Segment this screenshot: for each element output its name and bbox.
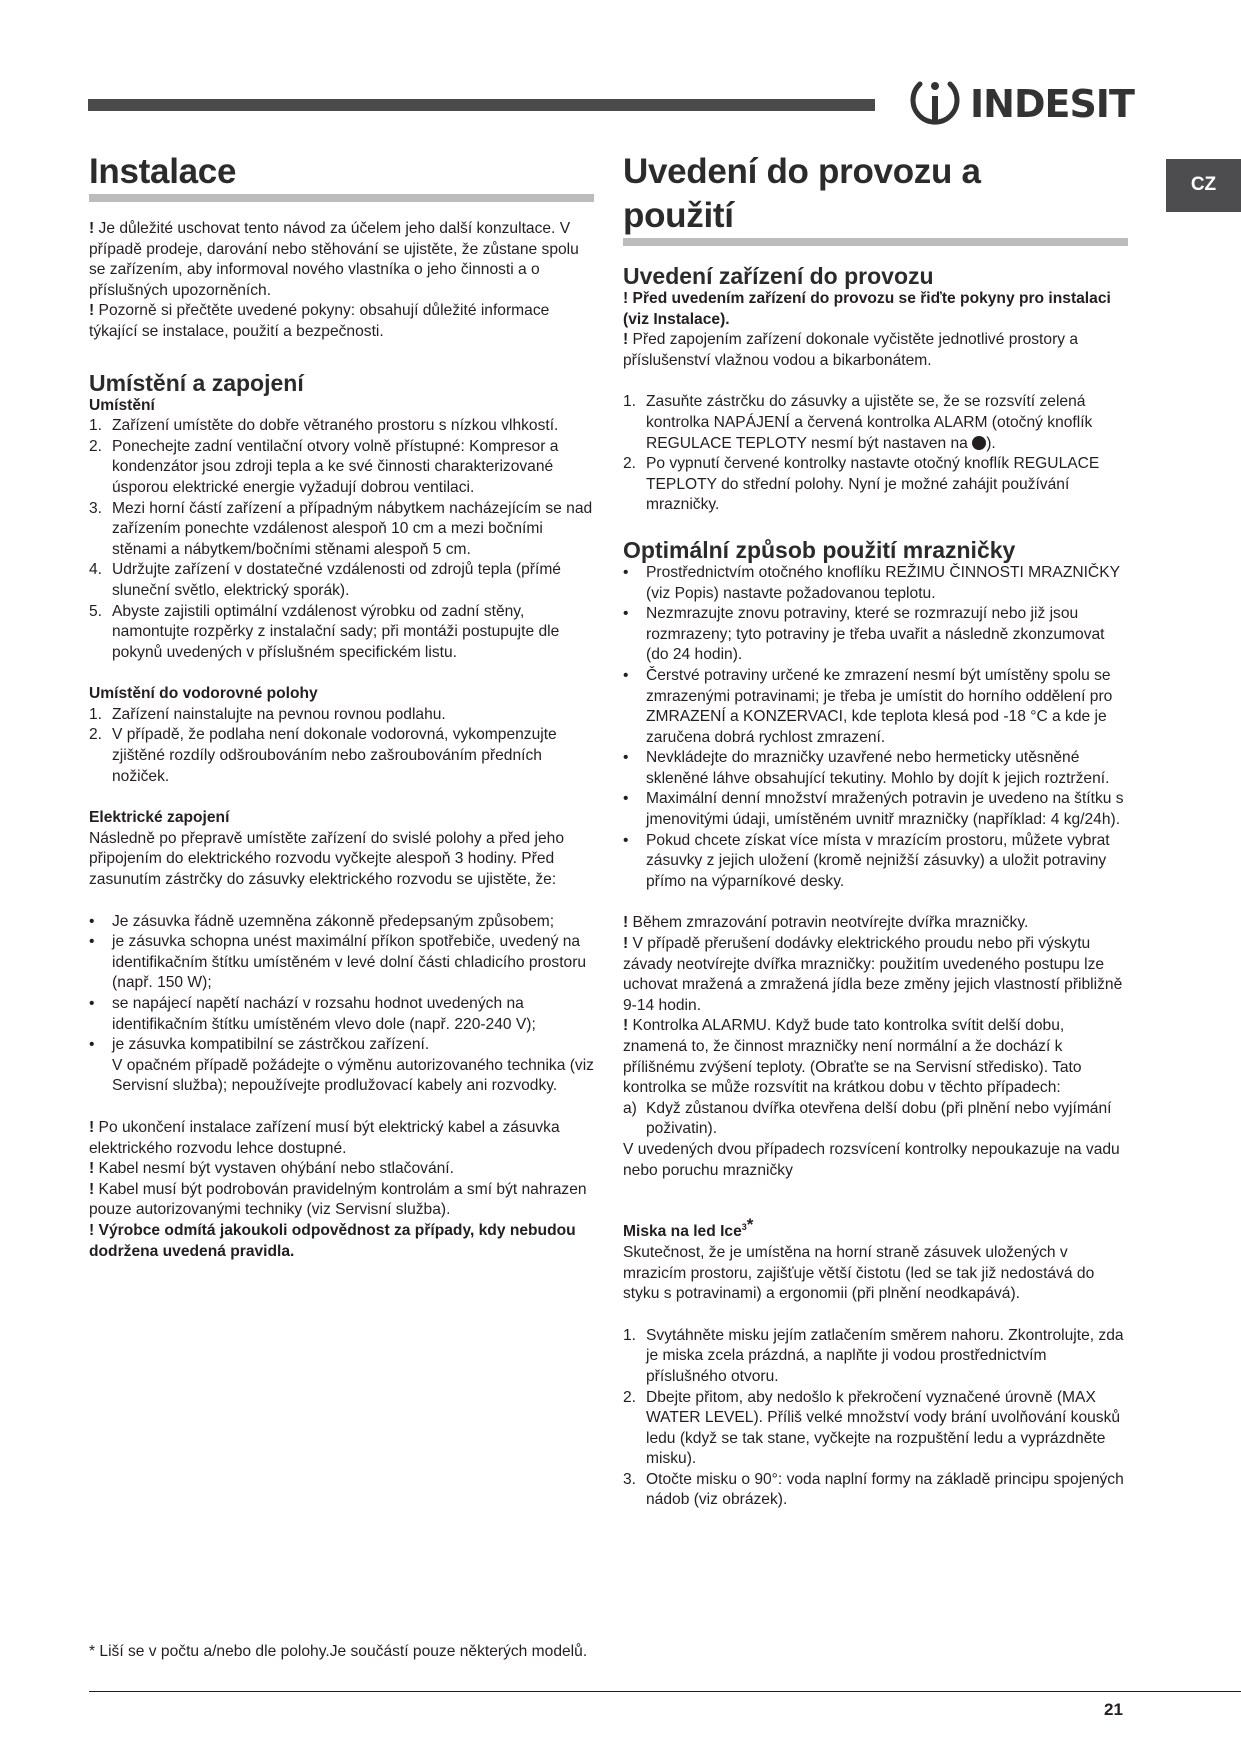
list-item: 3. Mezi horní částí zařízení a případným nábytkem nacházejícím se nad zařízením ponechte vzdálenost alespoň 10 cm a mezi bočními stěnami a nábytkem/bočními stěnami alespoň 5 cm. [89,499,593,558]
list-item: 2. Ponechejte zadní ventilační otvory volně přístupné: Kompresor a kondenzátor jsou zdroji tepla a ke své činnosti charakterizované úsporou elektrické energie vyžadují dobrou ventilaci. [89,437,559,496]
title-underline [623,238,1128,246]
list-item: • Nezmrazujte znovu potraviny, které se rozmrazují nebo již jsou rozmrazeny; tyto potraviny je třeba uvařit a následně zkonzumovat (do 24 hodin). [623,605,1105,664]
list-item: 2. V případě, že podlaha není dokonale vodorovná, vykompenzujte zjištěné rozdíly odšroubováním nebo zašroubováním předních nožiček. [89,726,557,785]
brand-name: INDESIT [970,82,1134,126]
optimal-use-list [623,563,1128,893]
electrical-subheading: Elektrické zapojení [89,809,230,827]
list-item: 2. Po vypnutí červené kontrolky nastavte otočný knoflík REGULACE TEPLOTY do střední polohy. Nyní je možné zahájit používání mrazničky. [623,455,1100,514]
intro-paragraph-1: ! Je důležité uschovat tento návod za účelem jeho další konzultace. V případě prodeje, darování nebo stěhování se ujistěte, že zůstane spolu se zařízením, aby informoval nového vlastníka o jeho činnosti a o příslušných upozorněních. [89,220,579,299]
freezer-notes [623,913,1128,1181]
intro-paragraph-2: ! Pozorně si přečtěte uvedené pokyny: obsahují důležité informace týkající se instalace, použití a bezpečnosti. [89,302,550,340]
title-underline [89,194,594,202]
ice-tray-subheading: Miska na led Ice$^{3*}$ [623,1215,754,1241]
list-item: a) Když zůstanou dvířka otevřena delší dobu (při plnění nebo vyjímání poživatin). [623,1099,1112,1138]
off-position-icon [972,436,986,450]
optimal-use-heading: Optimální způsob použití mrazničky [623,536,1016,563]
list-item: 1. Svytáhněte misku jejím zatlačením směrem nahoru. Zkontrolujte, zda je miska zcela prázdná, a naplňte ji vodou prostřednictvím příslušného otvoru. [623,1326,1124,1385]
placement-list [89,416,594,663]
header-bar [88,99,875,111]
list-item: 1. Zařízení nainstalujte na pevnou rovnou podlahu. [89,705,446,723]
electrical-checklist [89,912,594,1097]
note-text: ! V případě přerušení dodávky elektrického proudu nebo při výskytu závady neotvírejte dvířka mrazničky: použitím uvedeného postupu lze uchovat mražená a zmražená jídla beze změny jejich vlastností přibližně 9-14 hodin. [623,935,1123,1014]
warning-text: ! Kabel nesmí být vystaven ohýbání nebo stlačování. [89,1160,454,1178]
list-item: 5. Abyste zajistili optimální vzdálenost výrobku od zadní stěny, namontujte rozpěrky z instalační sady; při montáži postupujte dle pokynů uvedených v příslušném specifickém listu. [89,602,560,661]
ice-tray-paragraph: Skutečnost, že je umístěna na horní straně zásuvek uložených v mrazicím prostoru, zajišťuje větší čistotu (led se tak již nedostává do styku s potravinami) a ergonomii (při plnění neodkapává). [623,1243,1095,1303]
note-text: ! Během zmrazování potravin neotvírejte dvířka mrazničky. [623,914,1029,932]
indesit-logo [904,72,1134,134]
liability-warning: ! Výrobce odmítá jakoukoli odpovědnost za případy, kdy nebudou dodržena uvedená pravidla. [89,1221,576,1260]
cable-warnings [89,1118,594,1262]
power-logo-icon [904,72,966,134]
startup-warning-2: ! Před zapojením zařízení dokonale vyčistěte jednotlivé prostory a příslušenství vlažnou vodou a bikarbonátem. [623,331,1079,369]
list-item: • Nevkládejte do mrazničky uzavřené nebo hermeticky utěsněné skleněné láhve obsahující tekutiny. Mohlo by dojít k jejich roztržení. [623,749,1110,787]
startup-warning-1: ! Před uvedením zařízení do provozu se řiďte pokyny pro instalaci (viz Instalace). [623,290,1111,328]
ice-tray-steps [623,1326,1128,1511]
list-item: • je zásuvka kompatibilní se zástrčkou zařízení. V opačném případě požádejte o výměnu autorizovaného technika (viz Servisní služba); nepoužívejte prodlužovací kabely ani rozvodky. [89,1036,594,1095]
list-item: 2. Dbejte přitom, aby nedošlo k překročení vyznačené úrovně (MAX WATER LEVEL). Příliš velké množství vody brání uvolňování kousků ledu (když se tak stane, vyčkejte na rozpuštění ledu a vyprázdněte misku). [623,1388,1121,1468]
list-item: • Maximální denní množství mražených potravin je uvedeno na štítku s jmenovitými údaji, umístěném uvnitř mrazničky (například: 4 kg/24h). [623,790,1124,829]
leveling-subheading: Umístění do vodorovné polohy [89,685,318,703]
leveling-list [89,705,594,787]
language-tab: CZ [1166,159,1241,212]
warning-text: ! Po ukončení instalace zařízení musí být elektrický kabel a zásuvka elektrického rozvodu lehce dostupné. [89,1118,560,1157]
installation-column [89,150,594,1262]
list-item: • Pokud chcete získat více místa v mrazícím prostoru, můžete vybrat zásuvky z jejich uložení (kromě nejnižší zásuvky) a uložit potraviny přímo na výparníkové desky. [623,831,1110,890]
list-item: 1. Zasuňte zástrčku do zásuvky a ujistěte se, že se rozsvítí zelená kontrolka NAPÁJENÍ a červená kontrolka ALARM (otočný knoflík REGULACE TEPLOTY nesmí být nastaven na ). [623,393,1093,452]
list-item: • Čerstvé potraviny určené ke zmrazení nesmí být umístěny spolu se zmrazenými potravinami; je třeba je umístit do horního oddělení pro ZMRAZENÍ a KONZERVACI, kde teplota klesá pod -18 °C a kde je zaručena dobrá rychlost zmrazení. [623,666,1113,746]
footer-rule [89,1691,1241,1692]
operation-column [623,150,1128,1511]
electrical-paragraph: Následně po přepravě umístěte zařízení do svislé polohy a před jeho připojením do elektrického rozvodu vyčkejte alespoň 3 hodiny. Před zasunutím zástrčky do zásuvky elektrického rozvodu se ujistěte, že: [89,829,565,889]
list-item: • Je zásuvka řádně uzemněna zákonně předepsaným způsobem; [89,912,555,930]
intro-block [89,219,594,343]
installation-title: Instalace [89,152,237,191]
note-text: V uvedených dvou případech rozsvícení kontrolky nepoukazuje na vadu nebo poruchu mrazničky [623,1140,1120,1179]
placement-connection-heading: Umístění a zapojení [89,369,304,396]
list-item: • Prostřednictvím otočného knoflíku REŽIMU ČINNOSTI MRAZNIČKY (viz Popis) nastavte požadovanou teplotu. [623,563,1120,602]
footnote: * Liší se v počtu a/nebo dle polohy.Je součástí pouze některých modelů. [89,1643,588,1660]
warning-text: ! Kabel musí být podrobován pravidelným kontrolám a smí být nahrazen pouze autorizovanými techniky (viz Servisní služba). [89,1180,587,1219]
startup-steps [623,392,1128,516]
list-item: 4. Udržujte zařízení v dostatečné vzdálenosti od zdrojů tepla (přímé sluneční světlo, elektrický sporák). [89,561,561,599]
note-text: ! Kontrolka ALARMU. Když bude tato kontrolka svítit delší dobu, znamená to, že činnost mrazničky není normální a že dochází k přílišnému zvýšení teploty. (Obraťte se na Servisní středisko). Tato kontrolka se může rozsvítit na krátkou dobu v těchto případech: [623,1017,1082,1097]
list-item: 3. Otočte misku o 90°: voda naplní formy na základě principu spojených nádob (viz obrázek). [623,1470,1124,1509]
startup-heading: Uvedení zařízení do provozu [623,263,934,289]
list-item: 1. Zařízení umístěte do dobře větraného prostoru s nízkou vlhkostí. [89,417,559,435]
list-item: • se napájecí napětí nachází v rozsahu hodnot uvedených na identifikačním štítku umístěném vlevo dole (např. 220-240 V); [89,995,536,1033]
placement-subheading: Umístění [89,396,155,414]
operation-title: Uvedení do provozu a použití [623,152,981,235]
list-item: • je zásuvka schopna unést maximální příkon spotřebiče, uvedený na identifikačním štítku umístěném v levé dolní části chladicího prostoru (např. 150 W); [89,933,587,992]
page-number: 21 [1104,1700,1123,1719]
